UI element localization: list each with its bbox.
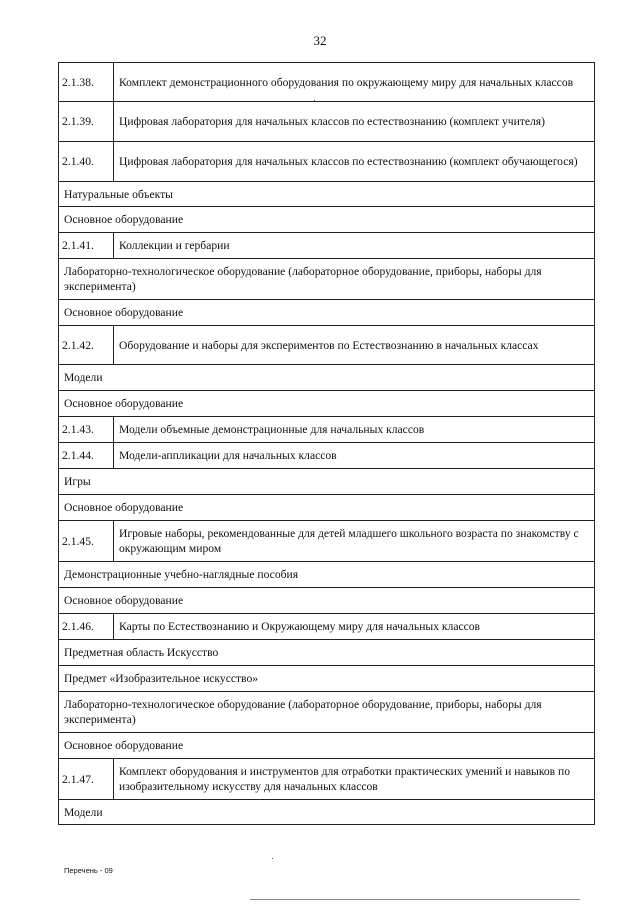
item-number: 2.1.47. (59, 759, 114, 800)
section-row (59, 469, 595, 495)
section-heading: Предмет «Изобразительное искусство» (59, 666, 595, 692)
section-heading: Основное оборудование (59, 300, 595, 326)
item-number: 2.1.41. (59, 233, 114, 259)
item-text: Карты по Естествознанию и Окружающему миру для начальных классов (114, 614, 595, 640)
section-heading: Игры (59, 469, 595, 495)
section-row (59, 800, 595, 825)
section-heading: Модели (59, 800, 595, 825)
section-heading: Основное оборудование (59, 733, 595, 759)
scan-artifact-dot (272, 858, 273, 859)
section-row (59, 692, 595, 733)
section-heading: Основное оборудование (59, 588, 595, 614)
table-row (59, 417, 595, 443)
section-row (59, 300, 595, 326)
table-row (59, 326, 595, 365)
section-heading: Основное оборудование (59, 391, 595, 417)
item-text: Комплект демонстрационного оборудования по окружающему миру для начальных классов (114, 63, 595, 102)
scan-artifact-line (250, 899, 580, 900)
item-number: 2.1.46. (59, 614, 114, 640)
item-number: 2.1.39. (59, 102, 114, 142)
section-heading: Натуральные объекты (59, 182, 595, 207)
section-heading: Основное оборудование (59, 495, 595, 521)
table-row (59, 521, 595, 562)
item-number: 2.1.45. (59, 521, 114, 562)
item-text: Игровые наборы, рекомендованные для детей младшего школьного возраста по знакомству с окружающим миром (114, 521, 595, 562)
section-heading: Лабораторно-технологическое оборудование (лабораторное оборудование, приборы, наборы для эксперимента) (59, 692, 595, 733)
section-row (59, 666, 595, 692)
section-heading: Предметная область Искусство (59, 640, 595, 666)
section-row (59, 182, 595, 207)
item-text: Цифровая лаборатория для начальных классов по естествознанию (комплект обучающегося) (114, 142, 595, 182)
section-row (59, 259, 595, 300)
item-number: 2.1.40. (59, 142, 114, 182)
section-row (59, 733, 595, 759)
item-number: 2.1.38. (59, 63, 114, 102)
item-number: 2.1.42. (59, 326, 114, 365)
item-text: Цифровая лаборатория для начальных классов по естествознанию (комплект учителя) (114, 102, 595, 142)
item-text: Модели-аппликации для начальных классов (114, 443, 595, 469)
table-row (59, 759, 595, 800)
item-text: Коллекции и гербарии (114, 233, 595, 259)
item-text: Модели объемные демонстрационные для начальных классов (114, 417, 595, 443)
section-row (59, 562, 595, 588)
section-heading: Лабораторно-технологическое оборудование (лабораторное оборудование, приборы, наборы для эксперимента) (59, 259, 595, 300)
page-number: 32 (313, 33, 327, 48)
item-number: 2.1.43. (59, 417, 114, 443)
section-row (59, 588, 595, 614)
table-row (59, 614, 595, 640)
table-row (59, 443, 595, 469)
table-row (59, 102, 595, 142)
section-row (59, 640, 595, 666)
section-row (59, 207, 595, 233)
table-row (59, 63, 595, 102)
item-text: Оборудование и наборы для экспериментов по Естествознанию в начальных классах (114, 326, 595, 365)
section-heading: Основное оборудование (59, 207, 595, 233)
item-text: Комплект оборудования и инструментов для отработки практических умений и навыков по изобразительному искусству для начальных классов (114, 759, 595, 800)
equipment-table (58, 62, 595, 825)
item-number: 2.1.44. (59, 443, 114, 469)
section-heading: Модели (59, 365, 595, 391)
scan-artifact-dot (314, 100, 315, 101)
section-row (59, 391, 595, 417)
document-footer: Перечень - 09 (64, 866, 113, 875)
table-row (59, 142, 595, 182)
table-row (59, 233, 595, 259)
section-heading: Демонстрационные учебно-наглядные пособия (59, 562, 595, 588)
section-row (59, 495, 595, 521)
section-row (59, 365, 595, 391)
